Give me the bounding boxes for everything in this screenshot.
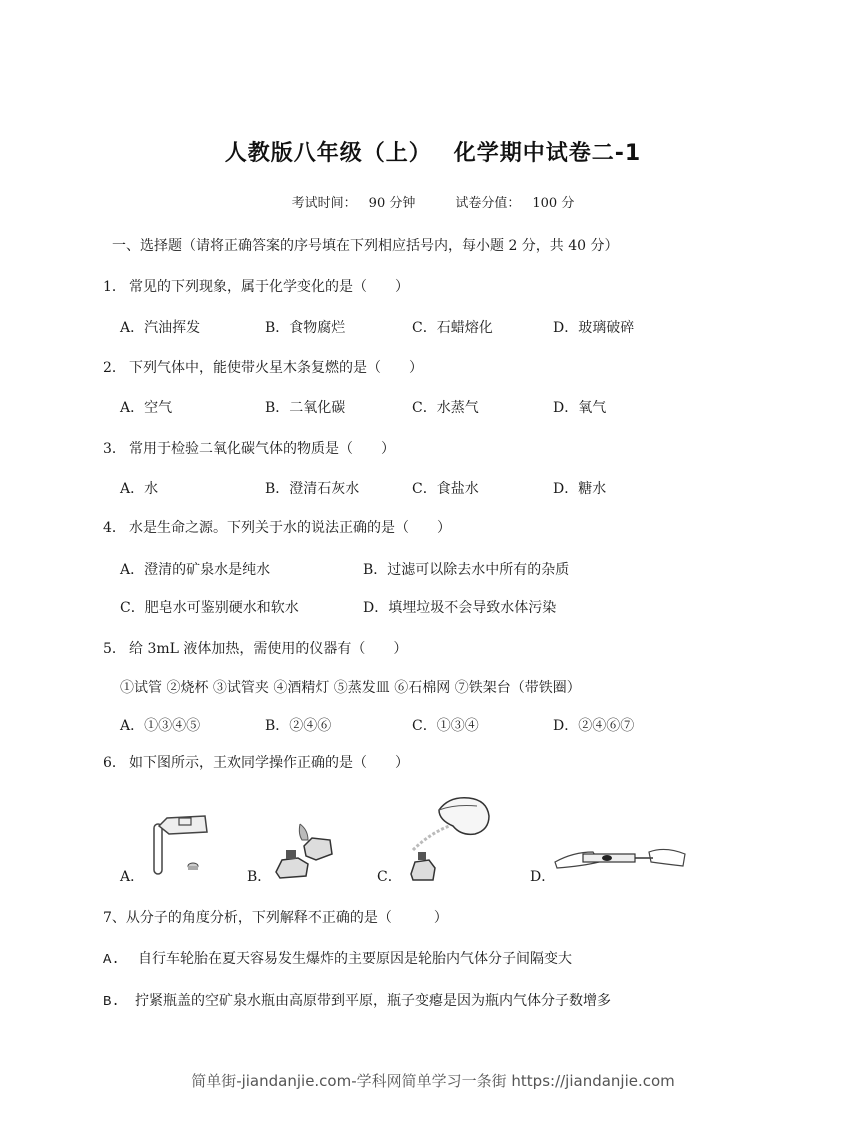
question-1: [103, 276, 409, 296]
q5-option-b: B．②④⑥: [265, 718, 332, 734]
time-label: 考试时间：: [291, 196, 357, 211]
question-number: 7、: [103, 910, 126, 926]
q6-figure-label-d: D．: [530, 869, 556, 885]
alcohol-lamp-blowing-icon: [405, 790, 500, 882]
time-value: 90 分钟: [368, 196, 416, 211]
q1-option-a: A．汽油挥发: [120, 320, 201, 336]
question-number: 5．: [103, 641, 126, 657]
q1-option-d: D．玻璃破碎: [553, 320, 635, 336]
q2-option-a: A．空气: [120, 400, 173, 416]
q2-option-d: D．氧气: [553, 400, 607, 416]
q7-option-b: [103, 990, 611, 1010]
q1-option-c: C．石蜡熔化: [412, 320, 493, 336]
q4-option-a: A．澄清的矿泉水是纯水: [120, 562, 271, 578]
question-7: [103, 907, 448, 927]
footer-watermark: 简单街-jiandanjie.com-学科网简单学习一条街 https://jiandanjie.com: [191, 1072, 675, 1090]
title-main: 人教版八年级（上）: [224, 141, 432, 166]
test-tube-pouring-icon: [145, 808, 215, 880]
option-label: B.: [103, 994, 120, 1010]
q2-option-c: C．水蒸气: [412, 400, 479, 416]
q3-option-a: A．水: [120, 481, 159, 497]
q4-option-c: C．肥皂水可鉴别硬水和软水: [120, 600, 299, 616]
question-stem: 从分子的角度分析，下列解释不正确的是（ ）: [125, 910, 448, 926]
question-stem: 给 3mL 液体加热，需使用的仪器有（ ）: [129, 641, 408, 657]
q3-option-d: D．糖水: [553, 481, 607, 497]
question-6: [103, 752, 409, 772]
question-stem: 如下图所示，王欢同学操作正确的是（ ）: [129, 755, 409, 771]
q6-figure-label-b: B．: [247, 869, 272, 885]
question-3: [103, 438, 395, 458]
question-number: 6．: [103, 755, 126, 771]
q4-option-b: B．过滤可以除去水中所有的杂质: [363, 562, 570, 578]
score-label: 试卷分值：: [455, 196, 521, 211]
title-sub: 化学期中试卷二-1: [453, 141, 642, 166]
q7-option-a: [103, 948, 572, 968]
syringe-hands-icon: [553, 840, 688, 874]
question-number: 4．: [103, 520, 126, 536]
q2-option-b: B．二氧化碳: [265, 400, 346, 416]
option-text: 拧紧瓶盖的空矿泉水瓶由高原带到平原，瓶子变瘪是因为瓶内气体分子数增多: [135, 993, 611, 1009]
q5-option-d: D．②④⑥⑦: [553, 718, 635, 734]
question-number: 2．: [103, 360, 126, 376]
q3-option-b: B．澄清石灰水: [265, 481, 360, 497]
question-stem: 常用于检验二氧化碳气体的物质是（ ）: [129, 441, 395, 457]
q4-option-d: D．填埋垃圾不会导致水体污染: [363, 600, 557, 616]
question-2: [103, 357, 423, 377]
question-number: 1．: [103, 279, 126, 295]
question-stem: 下列气体中，能使带火星木条复燃的是（ ）: [129, 360, 423, 376]
question-number: 3．: [103, 441, 126, 457]
question-5: [103, 638, 407, 658]
q6-figure-label-c: C．: [377, 869, 402, 885]
q5-option-a: A．①③④⑤: [120, 718, 201, 734]
exam-meta: [0, 192, 866, 211]
option-text: 自行车轮胎在夏天容易发生爆炸的主要原因是轮胎内气体分子间隔变大: [138, 951, 572, 967]
question-4: [103, 517, 451, 537]
alcohol-lamp-lighting-icon: [268, 820, 338, 882]
section-title: 一、选择题（请将正确答案的序号填在下列相应括号内，每小题 2 分，共 40 分）: [112, 238, 619, 254]
q6-figure-label-a: A．: [120, 869, 145, 885]
q5-instrument-list: ①试管 ②烧杯 ③试管夹 ④酒精灯 ⑤蒸发皿 ⑥石棉网 ⑦铁架台（带铁圈）: [120, 680, 581, 696]
score-value: 100 分: [532, 196, 575, 211]
q5-option-c: C．①③④: [412, 718, 479, 734]
q3-option-c: C．食盐水: [412, 481, 479, 497]
question-stem: 常见的下列现象，属于化学变化的是（ ）: [129, 279, 409, 295]
q1-option-b: B．食物腐烂: [265, 320, 346, 336]
option-label: A.: [103, 952, 120, 968]
question-stem: 水是生命之源。下列关于水的说法正确的是（ ）: [129, 520, 451, 536]
page-title: [0, 136, 866, 167]
